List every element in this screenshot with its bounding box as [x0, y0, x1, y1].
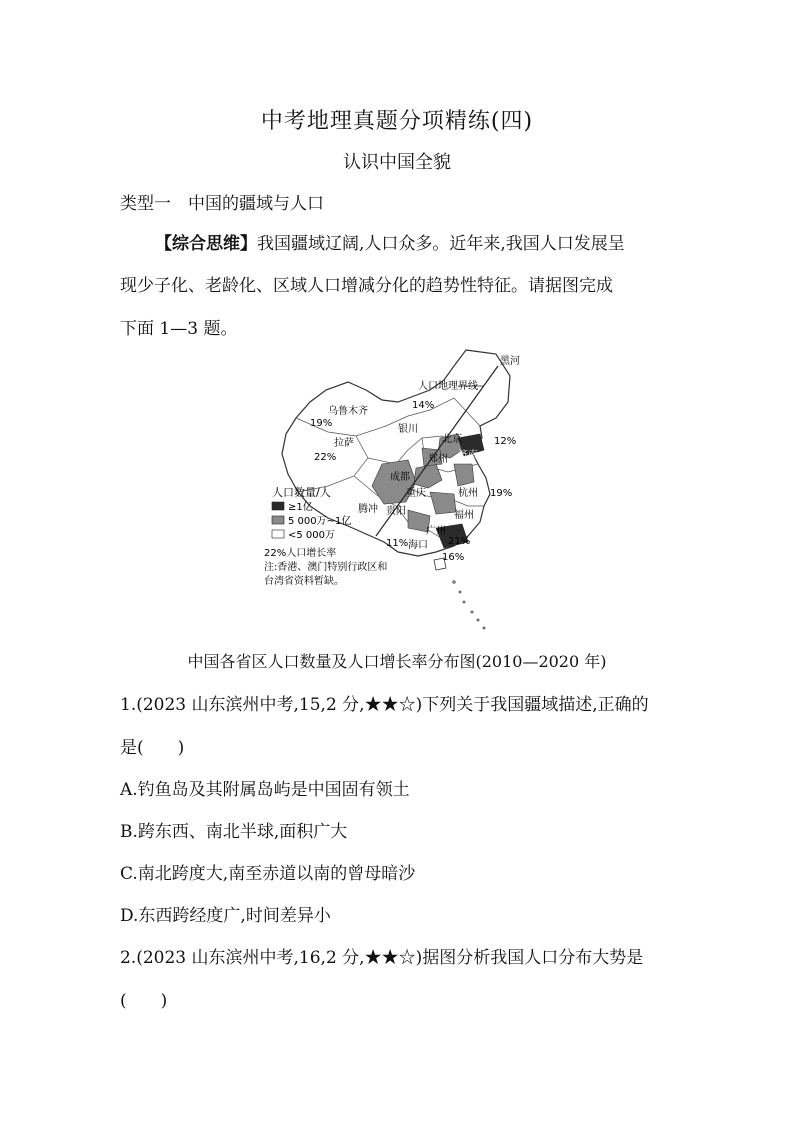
intro-line-1 [155, 229, 625, 254]
intro-line-2: 现少子化、老龄化、区域人口增减分化的趋势性特征。请据图完成 [120, 276, 613, 296]
intro-tag: 【综合思维】 [155, 234, 257, 254]
rate-16: 16% [442, 552, 465, 563]
legend-title: 人口数量/人 [272, 486, 331, 499]
intro-line-3: 下面 1—3 题。 [120, 319, 238, 339]
place-tengchong: 腾冲 [358, 504, 378, 515]
question-1-option-a: A.钓鱼岛及其附属岛屿是中国固有领土 [120, 780, 410, 800]
page-subtitle: 认识中国全貌 [343, 152, 451, 173]
line-label: 人口地理界线 [418, 381, 478, 392]
question-1-stem-b: 是( ) [120, 738, 185, 758]
southern-islands [434, 558, 485, 629]
place-yinchuan: 银川 [398, 424, 418, 435]
place-guiyang: 贵阳 [386, 506, 406, 517]
rate-14: 14% [412, 400, 435, 411]
place-heihe: 黑河 [500, 356, 520, 367]
question-1-option-c: C.南北跨度大,南至赤道以南的曾母暗沙 [120, 864, 416, 884]
legend-swatch-mid [272, 516, 284, 524]
place-guangzhou: 广州 [426, 526, 446, 537]
rate-21: 21% [448, 536, 471, 547]
place-haikou: 海口 [408, 540, 428, 551]
question-1-stem-a: 1.(2023 山东滨州中考,15,2 分,★★☆)下列关于我国疆域描述,正确的 [120, 695, 649, 715]
china-population-map [258, 346, 528, 636]
rate-11: 11% [386, 538, 409, 549]
page-title: 中考地理真题分项精练(四) [260, 109, 534, 134]
legend-rate-note: 22%人口增长率 [264, 548, 337, 559]
rate-12: 12% [494, 436, 517, 447]
question-1-option-b: B.跨东西、南北半球,面积广大 [120, 822, 348, 842]
place-chengdu: 成都 [390, 472, 410, 483]
section-heading: 类型一 中国的疆域与人口 [120, 194, 324, 214]
legend-swatch-low [272, 530, 284, 538]
place-hangzhou: 杭州 [458, 488, 478, 499]
place-lhasa: 拉萨 [334, 438, 354, 449]
place-beijing: 北京 [442, 434, 462, 445]
legend-note-2: 台湾省资料暂缺。 [264, 576, 344, 587]
place-urumqi: 乌鲁木齐 [328, 406, 368, 417]
map-caption: 中国各省区人口数量及人口增长率分布图(2010—2020 年) [187, 652, 607, 671]
place-jinan: 济南 [458, 450, 478, 461]
rate-19-east: 19% [490, 488, 513, 499]
question-1-option-d: D.东西跨经度广,时间差异小 [120, 906, 331, 926]
legend-mid: 5 000万~1亿 [288, 516, 352, 527]
question-2-stem-a: 2.(2023 山东滨州中考,16,2 分,★★☆)据图分析我国人口分布大势是 [120, 948, 644, 968]
rate-22: 22% [314, 452, 337, 463]
legend-high: ≥1亿 [288, 502, 313, 513]
question-2-stem-b: ( ) [120, 991, 168, 1011]
place-fuzhou: 福州 [454, 510, 474, 521]
intro-text-1: 我国疆域辽阔,人口众多。近年来,我国人口发展呈 [257, 234, 625, 254]
place-zhengzhou: 郑州 [428, 454, 448, 465]
place-chongqing: 重庆 [406, 488, 426, 499]
legend-swatch-high [272, 502, 284, 510]
rate-19-west: 19% [310, 418, 333, 429]
legend-low: <5 000万 [288, 530, 336, 541]
legend-note-1: 注:香港、澳门特别行政区和 [264, 562, 388, 573]
